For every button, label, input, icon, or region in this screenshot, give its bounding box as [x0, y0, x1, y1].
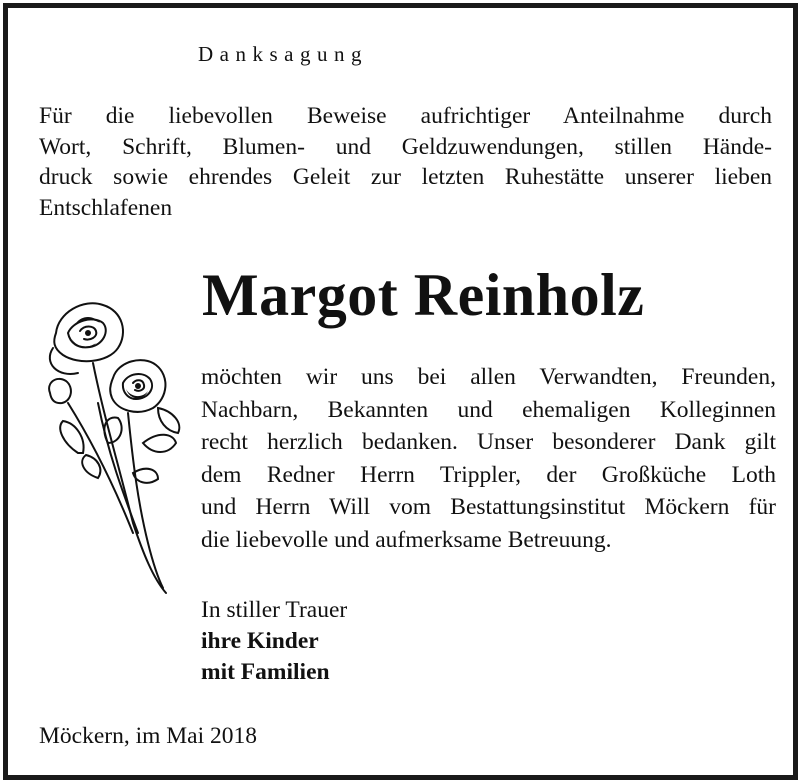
- body-line: und Herrn Will vom Bestattungsinstitut Möckern für: [201, 494, 776, 520]
- intro-paragraph: [39, 101, 772, 223]
- intro-line: druck sowie ehrendes Geleit zur letzten Ruhestätte unserer lieben: [39, 164, 772, 190]
- body-line: Nachbarn, Bekannten und ehemaligen Kolleginnen: [201, 396, 776, 423]
- signoff-block: [201, 595, 347, 688]
- body-line: die liebevolle und aufmerksame Betreuung.: [201, 526, 612, 553]
- notice-frame: [3, 3, 798, 780]
- signoff-family: mit Familien: [201, 659, 330, 685]
- intro-line: Für die liebevollen Beweise aufrichtiger Anteilnahme durch: [39, 103, 772, 129]
- intro-line: Entschlafenen: [39, 194, 173, 221]
- intro-line: Wort, Schrift, Blumen- und Geldzuwendungen, stillen Hände-: [39, 133, 772, 160]
- body-line: recht herzlich bedanken. Unser besonderer Dank gilt: [201, 429, 776, 455]
- body-line: dem Redner Herrn Trippler, der Großküche Loth: [201, 461, 776, 488]
- signoff-family: ihre Kinder: [201, 628, 319, 654]
- body-paragraph: [201, 361, 776, 556]
- roses-icon: [38, 293, 188, 598]
- deceased-name: Margot Reinholz: [202, 262, 645, 328]
- signoff-line: In stiller Trauer: [201, 597, 348, 623]
- place-date: Möckern, im Mai 2018: [39, 723, 257, 749]
- body-line: möchten wir uns bei allen Verwandten, Freunden,: [201, 364, 776, 390]
- notice-heading: Danksagung: [198, 42, 368, 66]
